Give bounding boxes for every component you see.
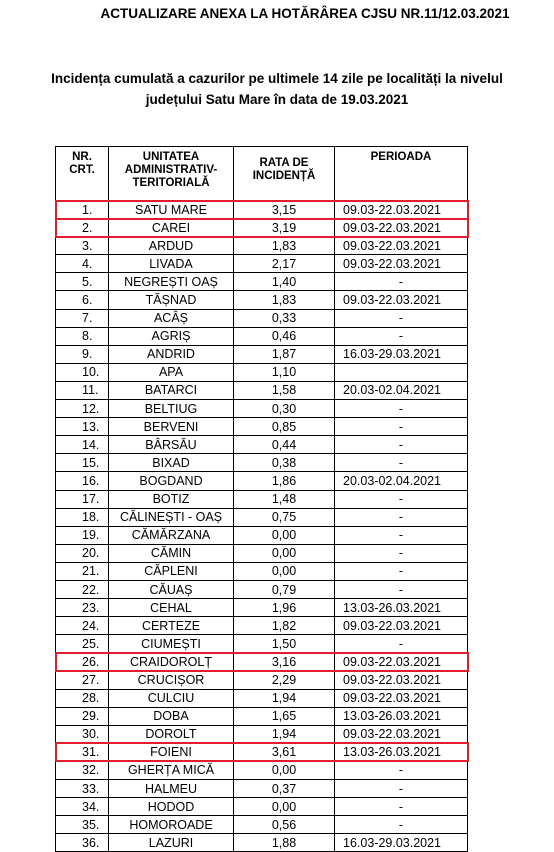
unit-name-cell: CĂPLENI [109, 562, 234, 580]
header-unit-line1: UNITATEA [142, 151, 200, 163]
incidence-rate-cell: 1,94 [234, 689, 335, 707]
unit-name-cell: HODOD [109, 798, 234, 816]
period-cell: - [335, 580, 468, 598]
table-row [56, 381, 468, 399]
header-unit-line3: TERITORIALĂ [132, 177, 210, 189]
table-row [56, 544, 468, 562]
period-cell: - [335, 508, 468, 526]
row-number-cell: 13. [56, 418, 109, 436]
unit-name-cell: ANDRID [109, 345, 234, 363]
period-cell: - [335, 436, 468, 454]
incidence-rate-cell: 0,85 [234, 418, 335, 436]
period-cell: - [335, 418, 468, 436]
table-row [56, 816, 468, 834]
incidence-rate-cell: 1,83 [234, 237, 335, 255]
table-row [56, 743, 468, 761]
period-cell: 20.03-02.04.2021 [335, 381, 468, 399]
incidence-rate-cell: 3,61 [234, 743, 335, 761]
period-cell: - [335, 309, 468, 327]
header-rate [234, 147, 335, 201]
row-number-cell: 28. [56, 689, 109, 707]
table-row [56, 526, 468, 544]
incidence-rate-cell: 0,30 [234, 400, 335, 418]
unit-name-cell: AGRIȘ [109, 327, 234, 345]
period-cell: 16.03-29.03.2021 [335, 345, 468, 363]
row-number-cell: 11. [56, 381, 109, 399]
row-number-cell: 2. [56, 219, 109, 237]
unit-name-cell: BÂRSĂU [109, 436, 234, 454]
period-cell: - [335, 490, 468, 508]
incidence-rate-cell: 0,75 [234, 508, 335, 526]
unit-name-cell: LAZURI [109, 834, 234, 852]
incidence-rate-cell: 0,00 [234, 562, 335, 580]
incidence-rate-cell: 1,82 [234, 617, 335, 635]
row-number-cell: 20. [56, 544, 109, 562]
row-number-cell: 36. [56, 834, 109, 852]
unit-name-cell: FOIENI [109, 743, 234, 761]
table-row [56, 707, 468, 725]
unit-name-cell: BIXAD [109, 454, 234, 472]
table-row [56, 780, 468, 798]
unit-name-cell: CRUCIȘOR [109, 671, 234, 689]
row-number-cell: 25. [56, 635, 109, 653]
row-number-cell: 32. [56, 761, 109, 779]
incidence-rate-cell: 1,87 [234, 345, 335, 363]
unit-name-cell: CRAIDOROLȚ [109, 653, 234, 671]
row-number-cell: 7. [56, 309, 109, 327]
period-cell: - [335, 780, 468, 798]
incidence-rate-cell: 1,40 [234, 273, 335, 291]
period-cell: 09.03-22.03.2021 [335, 237, 468, 255]
unit-name-cell: CEHAL [109, 599, 234, 617]
period-cell: 09.03-22.03.2021 [335, 653, 468, 671]
table-row [56, 653, 468, 671]
row-number-cell: 9. [56, 345, 109, 363]
incidence-rate-cell: 1,65 [234, 707, 335, 725]
incidence-rate-cell: 1,86 [234, 472, 335, 490]
row-number-cell: 31. [56, 743, 109, 761]
table-row [56, 671, 468, 689]
table-row [56, 562, 468, 580]
table-row [56, 617, 468, 635]
unit-name-cell: CULCIU [109, 689, 234, 707]
table-row [56, 834, 468, 852]
incidence-rate-cell: 1,58 [234, 381, 335, 399]
header-unit [109, 147, 234, 201]
unit-name-cell: CIUMEȘTI [109, 635, 234, 653]
row-number-cell: 17. [56, 490, 109, 508]
row-number-cell: 23. [56, 599, 109, 617]
period-cell: - [335, 798, 468, 816]
unit-name-cell: BELTIUG [109, 400, 234, 418]
table-row [56, 345, 468, 363]
row-number-cell: 29. [56, 707, 109, 725]
table-row [56, 237, 468, 255]
unit-name-cell: BOGDAND [109, 472, 234, 490]
row-number-cell: 19. [56, 526, 109, 544]
table-row [56, 400, 468, 418]
unit-name-cell: ARDUD [109, 237, 234, 255]
incidence-rate-cell: 0,44 [234, 436, 335, 454]
period-cell: 09.03-22.03.2021 [335, 201, 468, 219]
unit-name-cell: CAREI [109, 219, 234, 237]
row-number-cell: 5. [56, 273, 109, 291]
row-number-cell: 18. [56, 508, 109, 526]
period-cell: 20.03-02.04.2021 [335, 472, 468, 490]
incidence-rate-cell: 1,88 [234, 834, 335, 852]
table-row [56, 580, 468, 598]
table-row [56, 599, 468, 617]
period-cell: - [335, 400, 468, 418]
unit-name-cell: DOROLT [109, 725, 234, 743]
header-rate-line1: RATA DE [259, 157, 309, 169]
unit-name-cell: CĂMIN [109, 544, 234, 562]
table-row [56, 291, 468, 309]
unit-name-cell: CĂUAȘ [109, 580, 234, 598]
document-title: ACTUALIZARE ANEXA LA HOTĂRÂREA CJSU NR.11/12.03.2021 [100, 6, 510, 21]
period-cell: 13.03-26.03.2021 [335, 599, 468, 617]
row-number-cell: 35. [56, 816, 109, 834]
period-cell: 16.03-29.03.2021 [335, 834, 468, 852]
unit-name-cell: HOMOROADE [109, 816, 234, 834]
period-cell: - [335, 273, 468, 291]
table-row [56, 508, 468, 526]
incidence-rate-cell: 1,48 [234, 490, 335, 508]
incidence-rate-cell: 3,19 [234, 219, 335, 237]
period-cell [335, 363, 468, 381]
unit-name-cell: NEGREȘTI OAȘ [109, 273, 234, 291]
unit-name-cell: APA [109, 363, 234, 381]
table-row [56, 725, 468, 743]
row-number-cell: 16. [56, 472, 109, 490]
incidence-rate-cell: 1,10 [234, 363, 335, 381]
incidence-rate-cell: 0,56 [234, 816, 335, 834]
unit-name-cell: BERVENI [109, 418, 234, 436]
incidence-rate-cell: 0,46 [234, 327, 335, 345]
subtitle-line-1: Incidența cumulată a cazurilor pe ultimele 14 zile pe localități la nivelul [51, 71, 503, 86]
row-number-cell: 34. [56, 798, 109, 816]
table-row [56, 363, 468, 381]
incidence-rate-cell: 3,15 [234, 201, 335, 219]
period-cell: 13.03-26.03.2021 [335, 707, 468, 725]
incidence-table [55, 146, 468, 852]
incidence-rate-cell: 3,16 [234, 653, 335, 671]
row-number-cell: 3. [56, 237, 109, 255]
incidence-rate-cell: 0,33 [234, 309, 335, 327]
row-number-cell: 27. [56, 671, 109, 689]
table-row [56, 761, 468, 779]
table-row [56, 327, 468, 345]
unit-name-cell: CĂLINEȘTI - OAȘ [109, 508, 234, 526]
table-row [56, 472, 468, 490]
period-cell: 09.03-22.03.2021 [335, 689, 468, 707]
period-cell: 09.03-22.03.2021 [335, 255, 468, 273]
row-number-cell: 22. [56, 580, 109, 598]
incidence-rate-cell: 0,00 [234, 761, 335, 779]
period-cell: - [335, 635, 468, 653]
row-number-cell: 6. [56, 291, 109, 309]
unit-name-cell: CERTEZE [109, 617, 234, 635]
row-number-cell: 14. [56, 436, 109, 454]
period-cell: - [335, 526, 468, 544]
row-number-cell: 33. [56, 780, 109, 798]
incidence-rate-cell: 2,29 [234, 671, 335, 689]
period-cell: - [335, 544, 468, 562]
header-nr-line1: NR. [72, 151, 92, 163]
unit-name-cell: TĂȘNAD [109, 291, 234, 309]
incidence-rate-cell: 0,38 [234, 454, 335, 472]
row-number-cell: 30. [56, 725, 109, 743]
incidence-rate-cell: 1,83 [234, 291, 335, 309]
period-cell: 09.03-22.03.2021 [335, 291, 468, 309]
unit-name-cell: DOBA [109, 707, 234, 725]
period-cell: 09.03-22.03.2021 [335, 725, 468, 743]
period-cell: 13.03-26.03.2021 [335, 743, 468, 761]
row-number-cell: 24. [56, 617, 109, 635]
table-header-row [56, 147, 468, 201]
header-nr-crt [56, 147, 109, 201]
unit-name-cell: BATARCI [109, 381, 234, 399]
incidence-rate-cell: 0,79 [234, 580, 335, 598]
table-row [56, 635, 468, 653]
table-row [56, 689, 468, 707]
incidence-rate-cell: 1,96 [234, 599, 335, 617]
incidence-rate-cell: 2,17 [234, 255, 335, 273]
incidence-rate-cell: 1,50 [234, 635, 335, 653]
table-row [56, 201, 468, 219]
table-row [56, 436, 468, 454]
table-row [56, 255, 468, 273]
unit-name-cell: GHERȚA MICĂ [109, 761, 234, 779]
row-number-cell: 12. [56, 400, 109, 418]
row-number-cell: 4. [56, 255, 109, 273]
table-row [56, 454, 468, 472]
header-period-label: PERIOADA [370, 151, 432, 163]
incidence-rate-cell: 0,00 [234, 798, 335, 816]
table-row [56, 309, 468, 327]
table-row [56, 418, 468, 436]
row-number-cell: 26. [56, 653, 109, 671]
table-row [56, 273, 468, 291]
incidence-rate-cell: 0,00 [234, 526, 335, 544]
period-cell: 09.03-22.03.2021 [335, 219, 468, 237]
row-number-cell: 10. [56, 363, 109, 381]
period-cell: 09.03-22.03.2021 [335, 671, 468, 689]
period-cell: - [335, 761, 468, 779]
incidence-rate-cell: 0,00 [234, 544, 335, 562]
header-rate-line2: INCIDENȚĂ [252, 170, 316, 182]
unit-name-cell: LIVADA [109, 255, 234, 273]
table-row [56, 219, 468, 237]
unit-name-cell: BOTIZ [109, 490, 234, 508]
unit-name-cell: HALMEU [109, 780, 234, 798]
incidence-rate-cell: 0,37 [234, 780, 335, 798]
period-cell: - [335, 816, 468, 834]
subtitle-line-2: județului Satu Mare în data de 19.03.2021 [145, 92, 409, 107]
row-number-cell: 8. [56, 327, 109, 345]
row-number-cell: 21. [56, 562, 109, 580]
document-subtitle [0, 68, 554, 110]
header-nr-line2: CRT. [69, 164, 95, 176]
table-row [56, 798, 468, 816]
header-unit-line2: ADMINISTRATIV- [124, 164, 218, 176]
unit-name-cell: SATU MARE [109, 201, 234, 219]
period-cell: - [335, 327, 468, 345]
unit-name-cell: CĂMĂRZANA [109, 526, 234, 544]
row-number-cell: 1. [56, 201, 109, 219]
unit-name-cell: ACÂȘ [109, 309, 234, 327]
header-period [335, 147, 468, 201]
row-number-cell: 15. [56, 454, 109, 472]
period-cell: 09.03-22.03.2021 [335, 617, 468, 635]
period-cell: - [335, 454, 468, 472]
table-row [56, 490, 468, 508]
incidence-rate-cell: 1,94 [234, 725, 335, 743]
period-cell: - [335, 562, 468, 580]
